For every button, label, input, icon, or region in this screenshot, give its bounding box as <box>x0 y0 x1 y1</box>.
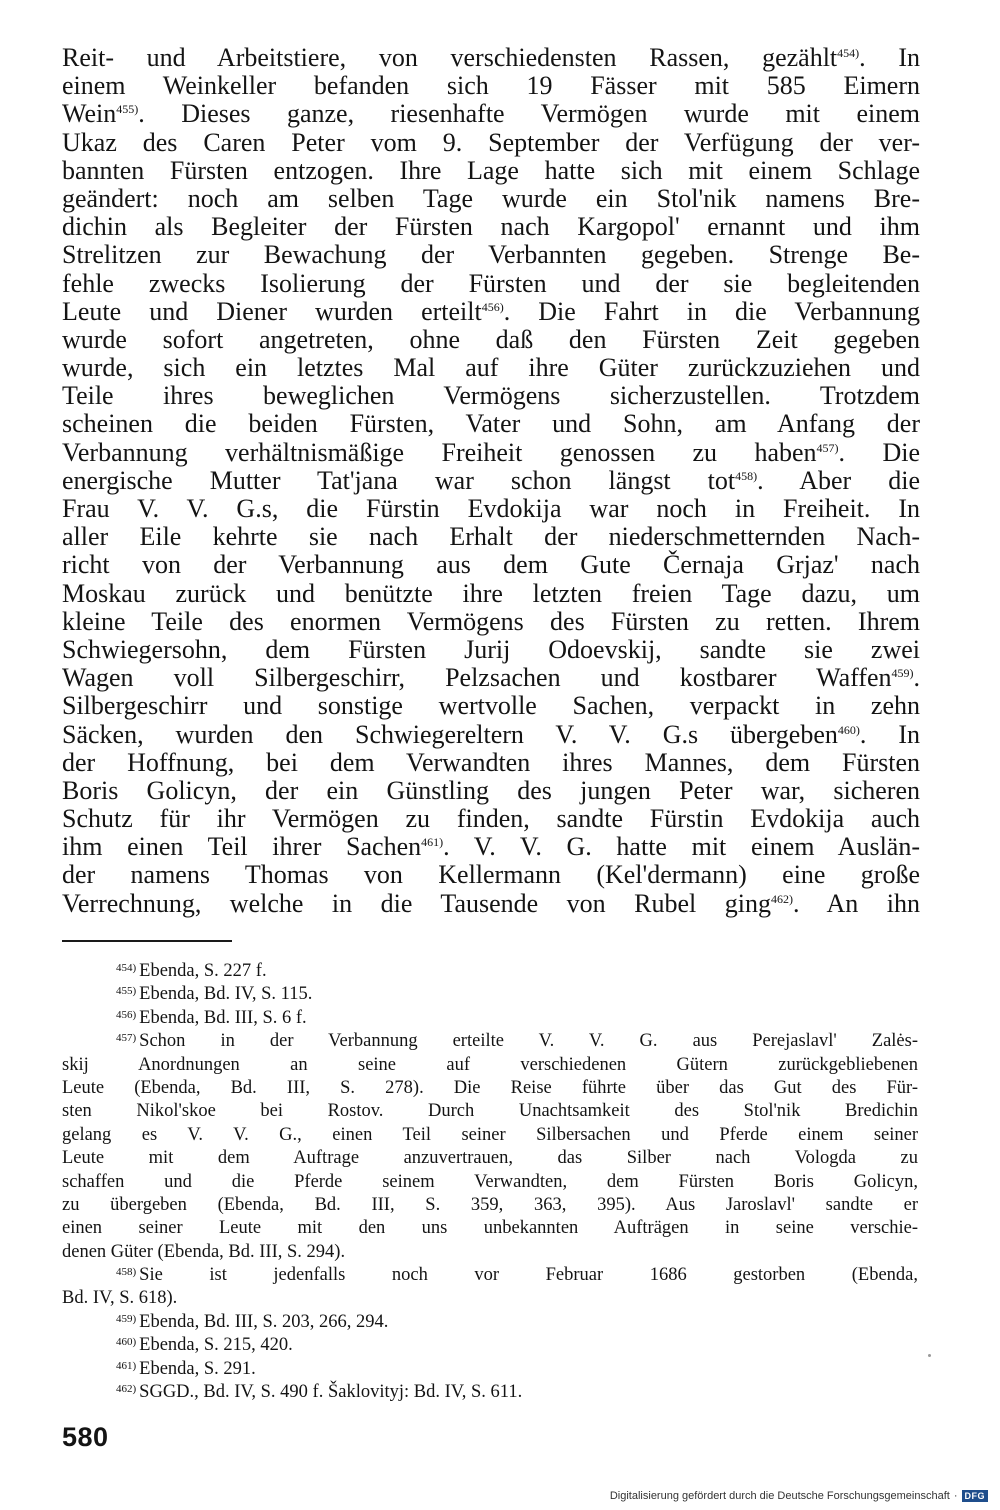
text-line <box>62 382 920 410</box>
footnote-number: 457) <box>116 1032 137 1045</box>
text-line <box>62 580 920 608</box>
text-segment: Säcken, wurden den Schwiegereltern V. V. G.s übergeben <box>62 719 838 749</box>
text-line <box>62 185 920 213</box>
text-line <box>62 749 920 777</box>
text-segment: aller Eile kehrte sie nach Erhalt der niederschmetternden Nach- <box>62 522 920 552</box>
text-segment: Frau V. V. G.s, die Fürstin Evdokija war noch in Freiheit. In <box>62 494 920 523</box>
footnote-number: 461) <box>116 1359 137 1372</box>
footnote-text: SGGD., Bd. IV, S. 490 f. Šaklovityj: Bd. IV, S. 611. <box>139 1382 523 1403</box>
footnote-text: Ebenda, S. 227 f. <box>139 961 267 981</box>
text-segment: . Aber die <box>757 465 920 495</box>
text-line <box>62 298 920 326</box>
text-line <box>62 805 920 833</box>
footnote-text: Leute mit dem Auftrage anzuvertrauen, das Silber nach Vologda zu <box>62 1148 918 1169</box>
text-segment: . An ihn <box>792 888 920 918</box>
text-line <box>62 129 920 157</box>
footnote-line <box>62 1147 918 1170</box>
footnote-reference[interactable]: 456) <box>481 299 504 314</box>
text-line <box>62 241 920 269</box>
footnote-text: Schon in der Verbannung erteilte V. V. G. aus Perejaslavl' Zalės- <box>139 1031 918 1052</box>
text-line <box>62 721 920 749</box>
footnote-number: 458) <box>116 1266 137 1279</box>
footnote-reference[interactable]: 460) <box>837 722 860 737</box>
text-segment: wurde, sich ein letztes Mal auf ihre Güter zurückzuziehen und <box>62 353 920 383</box>
footnote-text: skij Anordnungen an seine auf verschiedenen Gütern zurückgebliebenen <box>62 1054 918 1075</box>
footnote-line <box>62 1241 918 1264</box>
text-segment: Leute und Diener wurden erteilt <box>62 296 482 326</box>
footnote-text: Ebenda, S. 291. <box>139 1358 256 1379</box>
footnote-reference[interactable]: 459) <box>891 666 914 681</box>
text-line <box>62 72 920 100</box>
footnote-line <box>62 1171 918 1194</box>
text-segment: Boris Golicyn, der ein Günstling des jungen Peter war, sicheren <box>62 775 920 805</box>
footnote-text: Leute (Ebenda, Bd. III, S. 278). Die Reise führte über das Gut des Für- <box>62 1077 918 1098</box>
footnote-reference[interactable]: 458) <box>735 468 758 483</box>
footnote-text: gelang es V. V. G., einen Teil seiner Silbersachen und Pferde einem seiner <box>62 1124 918 1145</box>
text-line <box>62 326 920 354</box>
text-segment: einem Weinkeller befanden sich 19 Fässer mit 585 Eimern <box>62 71 920 101</box>
scan-speck <box>928 1354 931 1357</box>
footnote-line <box>62 1334 918 1357</box>
dfg-logo-icon: DFG <box>962 1490 989 1502</box>
footnote-line <box>62 1077 918 1100</box>
text-line <box>62 157 920 185</box>
footnotes <box>62 960 918 1404</box>
text-line <box>62 777 920 805</box>
footnote-number: 462) <box>116 1383 137 1396</box>
footnote-number: 456) <box>116 1008 137 1021</box>
footnote-text: Bd. IV, S. 618). <box>62 1288 178 1309</box>
footnote-line <box>62 1054 918 1077</box>
text-segment: der Hoffnung, bei dem Verwandten ihres Mannes, dem Fürsten <box>62 747 920 777</box>
text-segment: energische Mutter Tat'jana war schon längst tot <box>62 465 736 495</box>
text-segment: Silbergeschirr und sonstige wertvolle Sachen, verpackt in zehn <box>62 691 920 721</box>
text-segment: . In <box>859 43 920 72</box>
text-segment: Schutz für ihr Vermögen zu finden, sandte Fürstin Evdokija auch <box>62 804 920 834</box>
text-segment: Schwiegersohn, dem Fürsten Jurij Odoevskij, sandte sie zwei <box>62 634 920 664</box>
text-segment: scheinen die beiden Fürsten, Vater und Sohn, am Anfang der <box>62 409 920 439</box>
page-number: 580 <box>62 1422 109 1452</box>
text-segment: Wein <box>62 99 117 129</box>
footnote-reference[interactable]: 461) <box>421 835 444 850</box>
text-segment: Verrechnung, welche in die Tausende von Rubel ging <box>62 888 771 918</box>
footnote-line <box>62 1030 918 1053</box>
text-line <box>62 467 920 495</box>
footnote-line <box>62 1264 918 1287</box>
footnote-line <box>62 1217 918 1240</box>
text-line <box>62 861 920 889</box>
footnote-line <box>62 1358 918 1381</box>
text-line <box>62 495 920 523</box>
text-segment: fehle zwecks Isolierung der Fürsten und der sie begleitenden <box>62 268 920 298</box>
credit-text: Digitalisierung gefördert durch die Deutsche Forschungsgemeinschaft <box>609 1490 950 1502</box>
footnote-text: Ebenda, Bd. III, S. 203, 266, 294. <box>139 1311 389 1332</box>
footnote-line <box>62 1381 918 1404</box>
footnote-line <box>62 1194 918 1217</box>
footnote-line <box>62 1124 918 1147</box>
footnote-reference[interactable]: 457) <box>816 440 839 455</box>
text-segment: Teile ihres beweglichen Vermögens sicherzustellen. Trotzdem <box>62 381 920 411</box>
footnote-number: 454) <box>116 962 137 974</box>
footnote-line <box>62 1311 918 1334</box>
footnote-text: Ebenda, Bd. III, S. 6 f. <box>139 1007 307 1028</box>
footnote-number: 459) <box>116 1312 137 1325</box>
text-segment: Moskau zurück und benützte ihre letzten freien Tage dazu, um <box>62 578 920 608</box>
text-segment: . Die <box>838 437 920 467</box>
text-segment: dichin als Begleiter der Fürsten nach Kargopol' ernannt und ihm <box>62 212 920 242</box>
text-line <box>62 551 920 579</box>
footnote-text: Ebenda, S. 215, 420. <box>139 1335 293 1356</box>
text-segment: . In <box>859 719 920 749</box>
text-line <box>62 44 920 72</box>
text-segment: . Dieses ganze, riesenhafte Vermögen wurde mit einem <box>138 99 920 129</box>
text-segment: Reit- und Arbeitstiere, von verschiedensten Rassen, gezählt <box>62 43 838 72</box>
text-segment: der namens Thomas von Kellermann (Kel'dermann) eine große <box>62 860 920 890</box>
footnote-text: denen Güter (Ebenda, Bd. III, S. 294). <box>62 1241 346 1262</box>
text-segment: . V. V. G. hatte mit einem Auslän- <box>443 832 921 862</box>
text-segment: Ukaz des Caren Peter vom 9. September der Verfügung der ver- <box>62 127 920 157</box>
text-line <box>62 890 920 918</box>
footnote-text: sten Nikol'skoe bei Rostov. Durch Unachtsamkeit des Stol'nik Bredichin <box>62 1101 918 1122</box>
digitization-credit: Digitalisierung gefördert durch die Deutsche Forschungsgemeinschaft · DFG <box>610 1490 988 1502</box>
footnote-text: Sie ist jedenfalls noch vor Februar 1686 gestorben (Ebenda, <box>139 1265 918 1286</box>
text-segment: ihm einen Teil ihrer Sachen <box>62 832 422 862</box>
footnote-number: 455) <box>116 985 137 998</box>
text-line <box>62 833 920 861</box>
text-segment: richt von der Verbannung aus dem Gute Černaja Grjaz' nach <box>62 550 920 580</box>
text-segment: kleine Teile des enormen Vermögens des Fürsten zu retten. Ihrem <box>62 606 920 636</box>
footnote-reference[interactable]: 462) <box>770 891 793 906</box>
footnote-text: einen seiner Leute mit den uns unbekannten Aufträgen in seine verschie- <box>62 1218 918 1239</box>
footnote-text: zu übergeben (Ebenda, Bd. III, S. 359, 363, 395). Aus Jaroslavl' sandte er <box>62 1194 918 1215</box>
text-line <box>62 439 920 467</box>
text-segment: Verbannung verhältnismäßige Freiheit genossen zu haben <box>62 437 817 467</box>
text-line <box>62 213 920 241</box>
footnote-line <box>62 960 918 983</box>
footnote-line <box>62 1007 918 1030</box>
footnote-line <box>62 1100 918 1123</box>
footnote-line <box>62 983 918 1006</box>
text-line <box>62 270 920 298</box>
text-line <box>62 410 920 438</box>
text-segment: wurde sofort angetreten, ohne daß den Fürsten Zeit gegeben <box>62 324 920 354</box>
body-text <box>62 44 920 918</box>
text-line <box>62 664 920 692</box>
footnote-line <box>62 1287 918 1310</box>
text-line <box>62 692 920 720</box>
text-segment: bannten Fürsten entzogen. Ihre Lage hatte sich mit einem Schlage <box>62 155 920 185</box>
footnote-separator <box>62 940 232 942</box>
text-segment: Wagen voll Silbergeschirr, Pelzsachen und kostbarer Waffen <box>62 663 892 693</box>
footnote-reference[interactable]: 454) <box>837 46 860 60</box>
footnote-text: schaffen und die Pferde seinem Verwandten, dem Fürsten Boris Golicyn, <box>62 1171 918 1192</box>
footnote-text: Ebenda, Bd. IV, S. 115. <box>139 984 313 1005</box>
text-line <box>62 354 920 382</box>
text-segment: Strelitzen zur Bewachung der Verbannten gegeben. Strenge Be- <box>62 240 920 270</box>
text-segment: geändert: noch am selben Tage wurde ein Stol'nik namens Bre- <box>62 183 920 213</box>
text-segment: . Die Fahrt in die Verbannung <box>503 296 921 326</box>
text-line <box>62 523 920 551</box>
footnote-number: 460) <box>116 1336 137 1349</box>
text-line <box>62 608 920 636</box>
text-segment: . <box>913 663 920 693</box>
footnote-reference[interactable]: 455) <box>116 102 139 117</box>
text-line <box>62 100 920 128</box>
text-line <box>62 636 920 664</box>
